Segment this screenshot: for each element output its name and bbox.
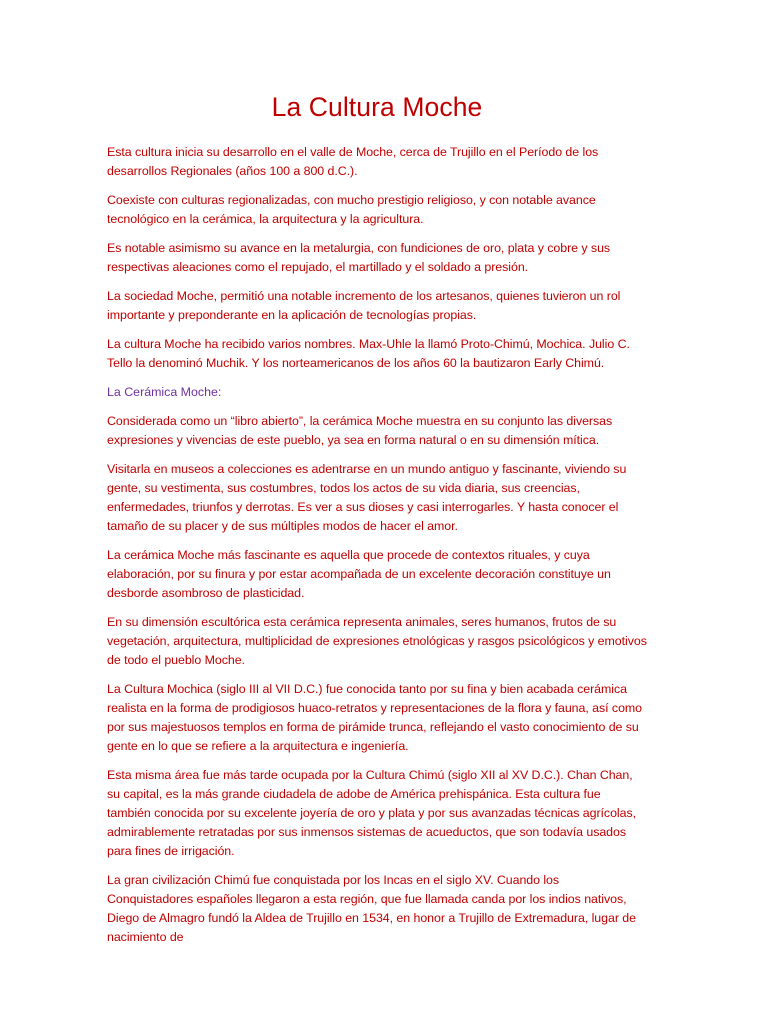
paragraph-ceramica-chimu: Esta misma área fue más tarde ocupada por la Cultura Chimú (siglo XII al XV D.C.). Chan Chan, su capital, es la más grande ciudadela de adobe de América prehispánica. Esta cultura fue también conocida por su excelente joyería de oro y plata y por sus avanzadas técnicas agrícolas, admirablemente retratadas por sus inmensos sistemas de acueductos, que son todavía usados para fines de irrigación. — [107, 768, 636, 858]
paragraph-intro-society: La sociedad Moche, permitió una notable incremento de los artesanos, quienes tuvieron un rol importante y preponderante en la aplicación de tecnologías propias. — [107, 289, 621, 322]
document-title: La Cultura Moche — [271, 92, 483, 122]
paragraph-intro-names: La cultura Moche ha recibido varios nombres. Max-Uhle la llamó Proto-Chimú, Mochica. Julio C. Tello la denominó Muchik. Y los norteamericanos de los años 60 la bautizaron Early Chimú. — [107, 337, 630, 370]
paragraph-intro-origin: Esta cultura inicia su desarrollo en el valle de Moche, cerca de Trujillo en el Período de los desarrollos Regionales (años 100 a 800 d.C.). — [107, 145, 599, 178]
paragraph-intro-coexistence: Coexiste con culturas regionalizadas, con mucho prestigio religioso, y con notable avance tecnológico en la cerámica, la arquitectura y la agricultura. — [107, 193, 596, 226]
paragraph-ceramica-ritual: La cerámica Moche más fascinante es aquella que procede de contextos rituales, y cuya elaboración, por su finura y por estar acompañada de un excelente decoración constituye un desborde asombroso de plasticidad. — [107, 548, 611, 600]
document-page — [107, 92, 647, 957]
paragraph-ceramica-conquest: La gran civilización Chimú fue conquistada por los Incas en el siglo XV. Cuando los Conquistadores españoles llegaron a esta región, que fue llamada canda por los indios nativos, Diego de Almagro fundó la Aldea de Trujillo en 1534, en honor a Trujillo de Extremadura, lugar de nacimiento de — [107, 873, 636, 944]
paragraph-ceramica-mochica: La Cultura Mochica (siglo III al VII D.C.) fue conocida tanto por su fina y bien acabada cerámica realista en la forma de prodigiosos huaco-retratos y representaciones de la flora y fauna, así como por sus majestuosos templos en forma de pirámide trunca, reflejando el vasto conocimiento de su gente en lo que se refiere a la arquitectura e ingeniería. — [107, 682, 643, 753]
section-heading-ceramica: La Cerámica Moche: — [107, 385, 222, 399]
paragraph-ceramica-museums: Visitarla en museos a colecciones es adentrarse en un mundo antiguo y fascinante, viviendo su gente, su vestimenta, sus costumbres, todos los actos de su vida diaria, sus creencias, enfermedades, triunfos y derrotas. Es ver a sus dioses y casi interrogarles. Y hasta conocer el tamaño de su placer y de sus múltiples modos de hacer el amor. — [107, 462, 627, 533]
paragraph-ceramica-sculptural: En su dimensión escultórica esta cerámica representa animales, seres humanos, frutos de su vegetación, arquitectura, multiplicidad de expresiones etnológicas y rasgos psicológicos y emotivos de todo el pueblo Moche. — [107, 615, 647, 667]
paragraph-ceramica-open-book: Considerada como un “libro abierto”, la cerámica Moche muestra en su conjunto las diversas expresiones y vivencias de este pueblo, ya sea en forma natural o en su dimensión mítica. — [107, 414, 613, 447]
paragraph-intro-metallurgy: Es notable asimismo su avance en la metalurgia, con fundiciones de oro, plata y cobre y sus respectivas aleaciones como el repujado, el martillado y el soldado a presión. — [107, 241, 611, 274]
